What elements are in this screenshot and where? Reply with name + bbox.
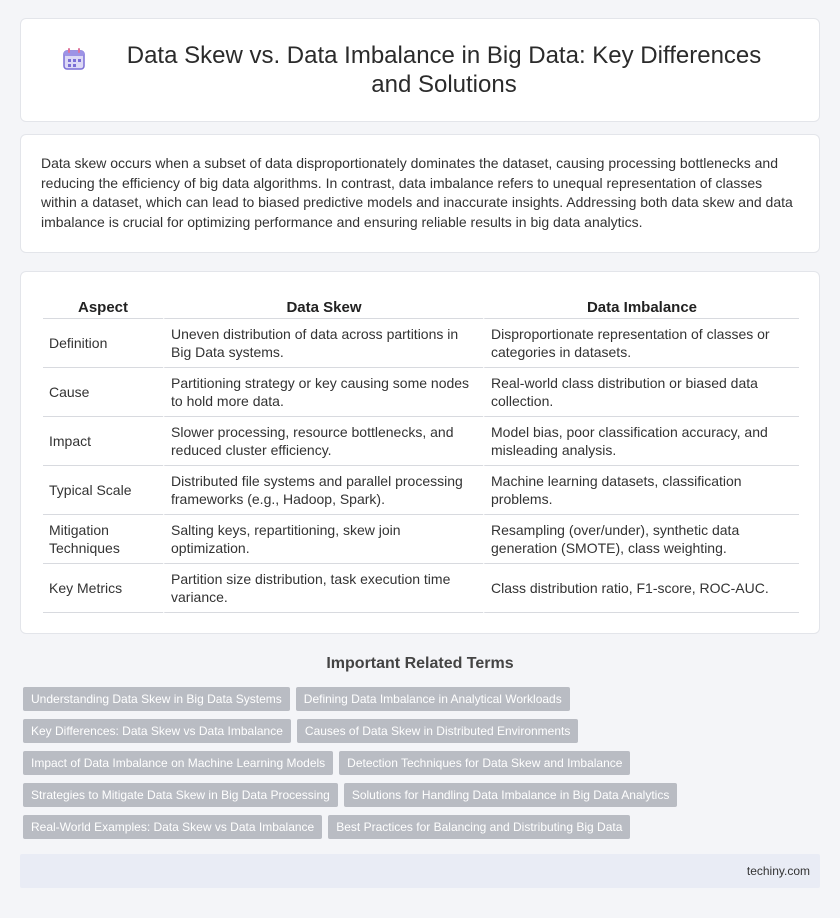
- comparison-table: [43, 296, 799, 613]
- tag-row: [23, 783, 823, 809]
- aspect-cell: Key Metrics: [43, 564, 163, 613]
- aspect-cell: Mitigation Techniques: [43, 515, 163, 564]
- data-imbalance-cell: Real-world class distribution or biased data collection.: [483, 368, 799, 417]
- related-term-tag[interactable]: Best Practices for Balancing and Distributing Big Data: [328, 815, 630, 839]
- table-row: [43, 319, 799, 368]
- calendar-icon: [61, 46, 87, 72]
- header-data-imbalance: Data Imbalance: [483, 296, 799, 319]
- data-skew-cell: Slower processing, resource bottlenecks, and reduced cluster efficiency.: [163, 417, 483, 466]
- related-terms-title: Important Related Terms: [326, 655, 514, 672]
- tag-row: [23, 719, 823, 745]
- related-term-tag[interactable]: Impact of Data Imbalance on Machine Learning Models: [23, 751, 333, 775]
- header-aspect: Aspect: [43, 296, 163, 319]
- related-term-tag[interactable]: Understanding Data Skew in Big Data Systems: [23, 687, 290, 711]
- aspect-cell: Impact: [43, 417, 163, 466]
- related-term-tag[interactable]: Solutions for Handling Data Imbalance in Big Data Analytics: [344, 783, 678, 807]
- data-imbalance-cell: Class distribution ratio, F1-score, ROC-AUC.: [483, 564, 799, 613]
- aspect-cell: Typical Scale: [43, 466, 163, 515]
- data-imbalance-cell: Machine learning datasets, classification problems.: [483, 466, 799, 515]
- data-imbalance-cell: Disproportionate representation of classes or categories in datasets.: [483, 319, 799, 368]
- related-term-tag[interactable]: Defining Data Imbalance in Analytical Workloads: [296, 687, 570, 711]
- tag-row: [23, 687, 823, 713]
- data-skew-cell: Partition size distribution, task execution time variance.: [163, 564, 483, 613]
- header-data-skew: Data Skew: [163, 296, 483, 319]
- data-skew-cell: Distributed file systems and parallel processing frameworks (e.g., Hadoop, Spark).: [163, 466, 483, 515]
- related-term-tag[interactable]: Key Differences: Data Skew vs Data Imbalance: [23, 719, 291, 743]
- table-row: [43, 417, 799, 466]
- data-skew-cell: Salting keys, repartitioning, skew join optimization.: [163, 515, 483, 564]
- footer-site-name[interactable]: techiny.com: [746, 864, 810, 878]
- tag-row: [23, 815, 823, 841]
- aspect-cell: Definition: [43, 319, 163, 368]
- data-imbalance-cell: Model bias, poor classification accuracy, and misleading analysis.: [483, 417, 799, 466]
- tag-row: [23, 751, 823, 777]
- intro-paragraph: Data skew occurs when a subset of data disproportionately dominates the dataset, causing processing bottlenecks and reducing the efficiency of big data algorithms. In contrast, data imbalance refers to unequal representation of classes within a dataset, which can lead to biased predictive models and inaccurate insights. Addressing both data skew and data imbalance is crucial for optimizing performance and ensuring reliable results in big data analytics.: [41, 155, 793, 230]
- table-row: [43, 368, 799, 417]
- intro-card: [20, 134, 820, 253]
- related-term-tag[interactable]: Strategies to Mitigate Data Skew in Big Data Processing: [23, 783, 338, 807]
- header-card: [20, 18, 820, 122]
- related-term-tag[interactable]: Causes of Data Skew in Distributed Environments: [297, 719, 578, 743]
- data-skew-cell: Uneven distribution of data across partitions in Big Data systems.: [163, 319, 483, 368]
- data-skew-cell: Partitioning strategy or key causing some nodes to hold more data.: [163, 368, 483, 417]
- data-imbalance-cell: Resampling (over/under), synthetic data generation (SMOTE), class weighting.: [483, 515, 799, 564]
- table-row: [43, 515, 799, 564]
- related-terms-list: [23, 687, 823, 847]
- table-row: [43, 564, 799, 613]
- table-row: [43, 466, 799, 515]
- footer: [20, 854, 820, 888]
- comparison-table-card: [20, 271, 820, 634]
- aspect-cell: Cause: [43, 368, 163, 417]
- table-header-row: [43, 296, 799, 319]
- related-term-tag[interactable]: Detection Techniques for Data Skew and Imbalance: [339, 751, 630, 775]
- related-term-tag[interactable]: Real-World Examples: Data Skew vs Data Imbalance: [23, 815, 322, 839]
- page-title: Data Skew vs. Data Imbalance in Big Data: Key Differences and Solutions: [126, 42, 762, 98]
